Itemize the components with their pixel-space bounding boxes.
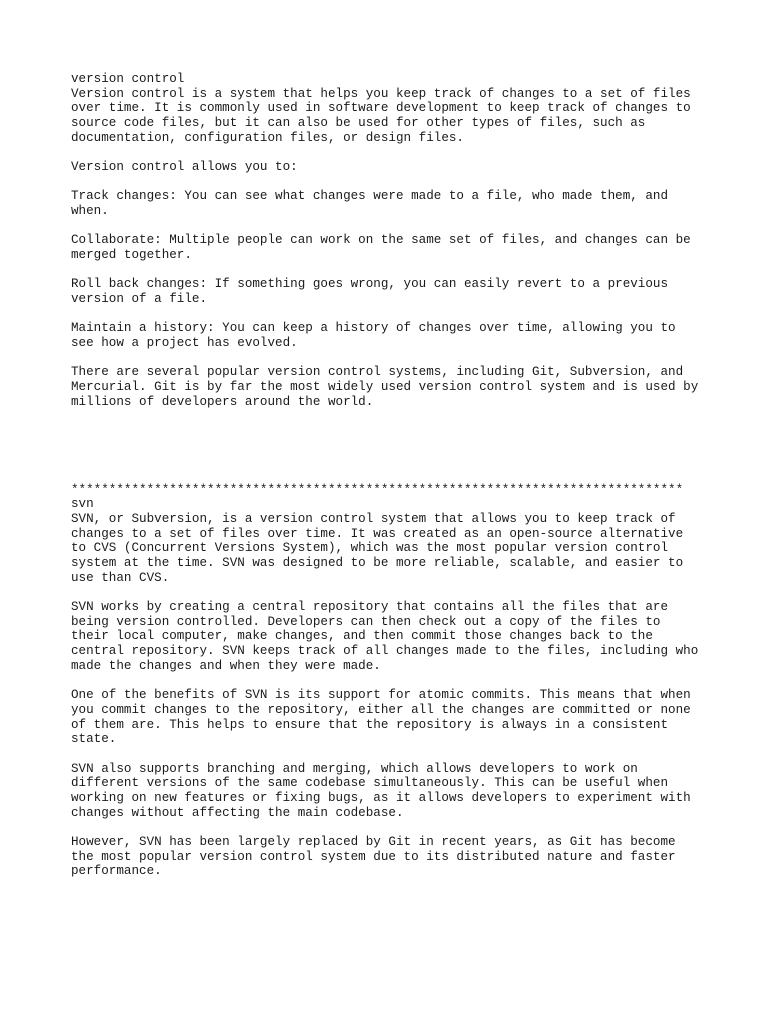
- section-body: [71, 87, 751, 410]
- text-line: when.: [71, 204, 109, 219]
- text-line: state.: [71, 732, 117, 747]
- text-line: Collaborate: Multiple people can work on the same set of files, and changes can be: [71, 233, 691, 248]
- text-line: Track changes: You can see what changes were made to a file, who made them, and: [71, 189, 669, 204]
- text-line: different versions of the same codebase simultaneously. This can be useful when: [71, 776, 669, 791]
- paragraph: [71, 600, 751, 674]
- section-svn: [71, 497, 751, 879]
- text-line: changes to a set of files over time. It was created as an open-source alternative: [71, 526, 684, 541]
- text-line: to CVS (Concurrent Versions System), which was the most popular version control: [71, 541, 669, 556]
- text-line: their local computer, make changes, and then commit those changes back to the: [71, 629, 653, 644]
- paragraph: [71, 277, 751, 306]
- text-line: version of a file.: [71, 292, 208, 307]
- section-body: [71, 512, 751, 879]
- text-line: source code files, but it can also be used for other types of files, such as: [71, 116, 646, 131]
- text-line: central repository. SVN keeps track of all changes made to the files, including who: [71, 644, 699, 659]
- paragraph: [71, 512, 751, 586]
- text-line: see how a project has evolved.: [71, 336, 298, 351]
- text-line: changes without affecting the main codebase.: [71, 805, 404, 820]
- blank-gap: [71, 410, 751, 483]
- text-line: millions of developers around the world.: [71, 394, 374, 409]
- text-line: SVN, or Subversion, is a version control system that allows you to keep track of: [71, 511, 676, 526]
- text-line: One of the benefits of SVN is its support for atomic commits. This means that when: [71, 688, 691, 703]
- text-line: SVN works by creating a central repository that contains all the files that are: [71, 600, 669, 615]
- text-line: being version controlled. Developers can then check out a copy of the files to: [71, 614, 661, 629]
- text-line: Maintain a history: You can keep a history of changes over time, allowing you to: [71, 321, 676, 336]
- text-line: There are several popular version control systems, including Git, Subversion, and: [71, 365, 684, 380]
- text-line: Roll back changes: If something goes wrong, you can easily revert to a previous: [71, 277, 669, 292]
- text-line: SVN also supports branching and merging, which allows developers to work on: [71, 761, 638, 776]
- paragraph: [71, 233, 751, 262]
- paragraph: [71, 688, 751, 747]
- paragraph: [71, 762, 751, 821]
- text-line: use than CVS.: [71, 570, 170, 585]
- text-line: performance.: [71, 864, 162, 879]
- text-line: over time. It is commonly used in software development to keep track of changes to: [71, 101, 691, 116]
- text-line: Mercurial. Git is by far the most widely used version control system and is used by: [71, 380, 699, 395]
- text-line: Version control is a system that helps you keep track of changes to a set of files: [71, 86, 691, 101]
- text-line: made the changes and when they were made.: [71, 658, 381, 673]
- separator-line: *********************************************************************************: [71, 482, 684, 497]
- section-title: version control: [71, 72, 185, 86]
- paragraph: [71, 87, 751, 146]
- text-line: merged together.: [71, 248, 192, 263]
- paragraph: [71, 189, 751, 218]
- text-line: documentation, configuration files, or design files.: [71, 130, 464, 145]
- text-line: However, SVN has been largely replaced by Git in recent years, as Git has become: [71, 834, 676, 849]
- paragraph: [71, 835, 751, 879]
- text-line: working on new features or fixing bugs, as it allows developers to experiment with: [71, 790, 691, 805]
- text-line: system at the time. SVN was designed to be more reliable, scalable, and easier to: [71, 556, 684, 571]
- text-line: Version control allows you to:: [71, 160, 298, 175]
- paragraph: [71, 160, 751, 175]
- text-line: the most popular version control system due to its distributed nature and faster: [71, 849, 676, 864]
- section-version-control: [71, 72, 751, 410]
- paragraph: [71, 321, 751, 350]
- document-page: [71, 72, 751, 879]
- section-title: svn: [71, 497, 94, 512]
- paragraph: [71, 365, 751, 409]
- text-line: of them are. This helps to ensure that the repository is always in a consistent: [71, 717, 669, 732]
- text-line: you commit changes to the repository, either all the changes are committed or none: [71, 702, 691, 717]
